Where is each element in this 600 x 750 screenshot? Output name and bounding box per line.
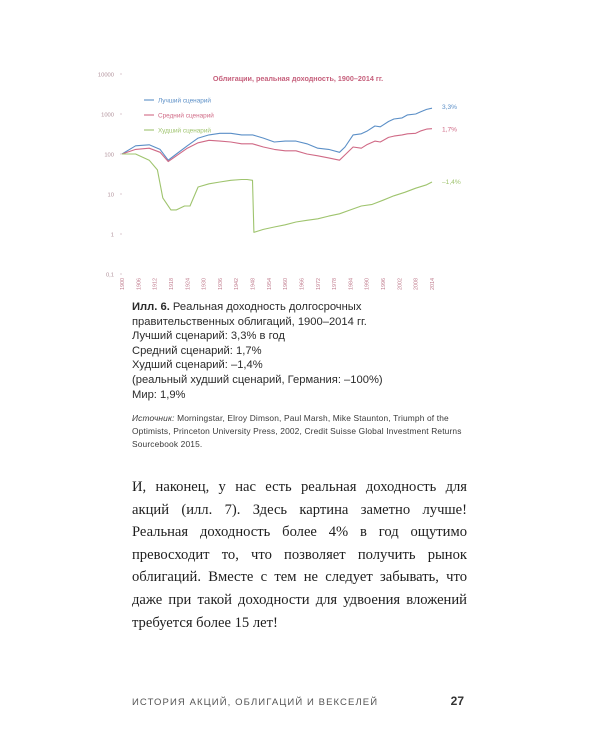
x-tick-label: 1996 bbox=[381, 278, 388, 290]
legend-entry: Средний сценарий bbox=[158, 112, 214, 120]
x-tick-label: 1900 bbox=[120, 278, 126, 290]
x-tick-label: 2014 bbox=[430, 278, 436, 290]
caption-list-item: Лучший сценарий: 3,3% в год bbox=[132, 330, 285, 343]
chart-title: Облигации, реальная доходность, 1900–2014 гг. bbox=[212, 74, 384, 83]
y-tick-label: 10000 bbox=[97, 72, 114, 79]
caption-list-item: Худший сценарий: –1,4% bbox=[132, 359, 263, 372]
y-tick-label: 10 bbox=[107, 192, 114, 199]
chart-svg bbox=[92, 62, 461, 294]
running-footer-title: ИСТОРИЯ АКЦИЙ, ОБЛИГАЦИЙ И ВЕКСЕЛЕЙ bbox=[132, 697, 379, 708]
legend-entry: Худший сценарий bbox=[158, 127, 211, 135]
y-tick-label: 100 bbox=[104, 152, 114, 159]
series-end-label: 1,7% bbox=[442, 126, 458, 134]
figure-label: Илл. 6. bbox=[132, 301, 170, 313]
bond-returns-chart bbox=[92, 62, 461, 294]
caption-list-item: (реальный худший сценарий, Германия: –100%) bbox=[132, 373, 383, 386]
y-tick-label: 1 bbox=[110, 232, 114, 239]
series-end-label: 3,3% bbox=[442, 104, 458, 112]
x-tick-label: 2002 bbox=[397, 278, 404, 290]
caption-list-item: Средний сценарий: 1,7% bbox=[132, 344, 262, 357]
caption-list bbox=[132, 329, 462, 402]
x-tick-label: 1978 bbox=[332, 278, 339, 290]
caption-text: Реальная доходность долгосрочных правительственных облигаций, 1900–2014 гг. bbox=[132, 301, 367, 328]
x-tick-label: 1912 bbox=[152, 278, 159, 290]
x-tick-label: 1948 bbox=[250, 278, 257, 290]
x-tick-label: 1918 bbox=[168, 278, 175, 290]
figure-sources bbox=[132, 412, 462, 451]
x-tick-label: 1930 bbox=[201, 278, 208, 290]
x-tick-label: 1942 bbox=[234, 278, 241, 290]
x-tick-label: 2008 bbox=[413, 278, 420, 290]
series-end-label: –1,4% bbox=[442, 178, 461, 186]
x-tick-label: 1906 bbox=[136, 278, 143, 290]
sources-text: Morningstar, Elroy Dimson, Paul Marsh, Mike Staunton, Triumph of the Optimists, Princeton University Press, 2002, Credit Suisse Global Investment Returns Sourcebook 2015. bbox=[132, 413, 462, 449]
caption-list-item: Мир: 1,9% bbox=[132, 388, 186, 401]
y-tick-label: 1000 bbox=[101, 112, 114, 119]
figure-caption bbox=[132, 300, 462, 402]
paragraph-text: И, наконец, у нас есть реальная доходность для акций (илл. 7). Здесь картина заметно лучше! Реальная доходность более 4% в год ощутимо превосходит то, что позволяет получить рынок облигаций. Вместе с тем не следует забывать, что даже при такой доходности для удвоения вложений требуется более 15 лет! bbox=[132, 479, 467, 631]
x-tick-label: 1966 bbox=[299, 278, 306, 290]
x-tick-label: 1984 bbox=[348, 278, 355, 290]
x-tick-label: 1924 bbox=[185, 278, 192, 290]
caption-title bbox=[132, 300, 462, 329]
page-number: 27 bbox=[450, 694, 464, 708]
series-line bbox=[122, 154, 432, 232]
legend-entry: Лучший сценарий bbox=[158, 97, 211, 105]
sources-label: Источник: bbox=[132, 413, 175, 423]
x-tick-label: 1960 bbox=[283, 278, 290, 290]
x-tick-label: 1972 bbox=[315, 278, 322, 290]
x-tick-label: 1990 bbox=[364, 278, 371, 290]
body-paragraph bbox=[132, 476, 467, 634]
y-tick-label: 0,1 bbox=[105, 272, 114, 279]
x-tick-label: 1936 bbox=[217, 278, 224, 290]
x-tick-label: 1954 bbox=[266, 278, 273, 290]
